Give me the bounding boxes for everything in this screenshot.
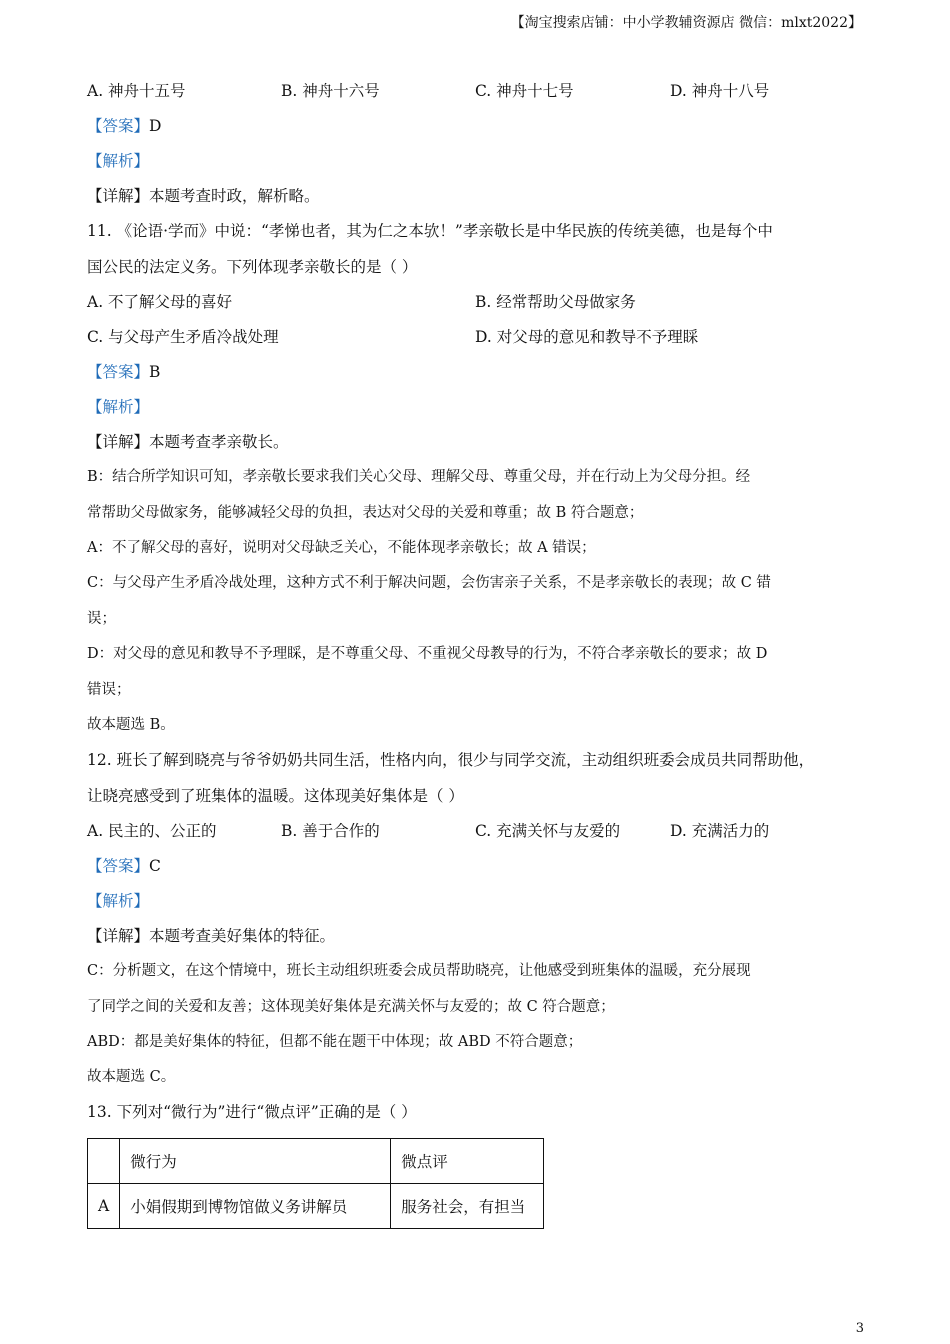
q11-explain-line: 错误； [87,682,131,698]
table-cell: 服务社会，有担当 [391,1184,544,1229]
q12-explain-line: ABD：都是美好集体的特征，但都不能在题干中体现；故 ABD 不符合题意； [87,1034,583,1050]
page-content [87,78,862,1229]
q12-answer [87,853,862,888]
q11-option-c: C. 与父母产生矛盾冷战处理 [87,328,279,346]
q12-stem-line1: 12. 班长了解到晓亮与爷爷奶奶共同生活，性格内向，很少与同学交流，主动组织班委会成员共同帮助他， [87,751,815,769]
q12-options [87,818,862,853]
q10-answer [87,113,862,148]
q10-option-b: B. 神舟十六号 [281,82,380,100]
answer-value: B [149,363,161,381]
analysis-tag: 【解析】 [87,892,150,910]
q11-explain-line: B：结合所学知识可知，孝亲敬长要求我们关心父母、理解父母、尊重父母，并在行动上为父母分担。经 [87,469,751,485]
q12-option-c: C. 充满关怀与友爱的 [475,822,621,840]
q10-option-d: D. 神舟十八号 [670,82,770,100]
q11-options-row1 [87,289,862,324]
detail-text: 本题考查美好集体的特征。 [149,927,336,945]
q12-explain-line: 故本题选 C。 [87,1069,176,1085]
q11-explain-line: D：对父母的意见和教导不予理睬，是不尊重父母、不重视父母教导的行为，不符合孝亲敬长的要求；故 D [87,646,768,662]
q13-table [87,1138,544,1229]
table-header-cell: 微点评 [391,1139,544,1184]
table-header-row [88,1139,544,1184]
detail-tag: 【详解】 [87,187,150,205]
q12-option-d: D. 充满活力的 [670,822,770,840]
q11-explain-line: 故本题选 B。 [87,717,175,733]
detail-text: 本题考查时政，解析略。 [149,187,320,205]
q12-detail [87,923,862,958]
q12-explain-line: 了同学之间的关爱和友善；这体现美好集体是充满关怀与友爱的；故 C 符合题意； [87,999,615,1015]
q12-option-b: B. 善于合作的 [281,822,380,840]
analysis-tag: 【解析】 [87,152,150,170]
table-header-cell [88,1139,120,1184]
detail-tag: 【详解】 [87,433,150,451]
table-header-cell: 微行为 [120,1139,391,1184]
q12-explain-line: C：分析题文，在这个情境中，班长主动组织班委会成员帮助晓亮，让他感受到班集体的温暖，充分展现 [87,963,751,979]
answer-tag: 【答案】 [87,363,150,381]
q11-analysis [87,394,862,429]
q13-stem: 13. 下列对“微行为”进行“微点评”正确的是（ ） [87,1103,417,1121]
answer-value: C [149,857,161,875]
q12-option-a: A. 民主的、公正的 [87,822,217,840]
answer-value: D [149,117,162,135]
q11-explain-line: C：与父母产生矛盾冷战处理，这种方式不利于解决问题，会伤害亲子关系，不是孝亲敬长的表现；故 C 错 [87,575,771,591]
q11-explain-line: A：不了解父母的喜好，说明对父母缺乏关心，不能体现孝亲敬长；故 A 错误； [87,540,596,556]
q11-stem-line2: 国公民的法定义务。下列体现孝亲敬长的是（ ） [87,258,418,276]
detail-tag: 【详解】 [87,927,150,945]
q11-option-d: D. 对父母的意见和教导不予理睬 [475,328,699,346]
q11-stem-line1: 11. 《论语·学而》中说：“孝悌也者，其为仁之本欤！”孝亲敬长是中华民族的传统美德，也是每个中 [87,222,773,240]
q10-options [87,78,862,113]
q10-option-c: C. 神舟十七号 [475,82,574,100]
table-cell: 小娟假期到博物馆做义务讲解员 [120,1184,391,1229]
table-row [88,1184,544,1229]
detail-text: 本题考查孝亲敬长。 [149,433,289,451]
q11-options-row2 [87,324,862,359]
page-header: 【淘宝搜索店铺：中小学教辅资源店 微信：mlxt2022】 [510,15,862,31]
q12-analysis [87,888,862,923]
q12-stem-line2: 让晓亮感受到了班集体的温暖。这体现美好集体是（ ） [87,787,464,805]
page-number: 3 [855,1321,864,1336]
analysis-tag: 【解析】 [87,398,150,416]
q11-explain-line: 常帮助父母做家务，能够减轻父母的负担，表达对父母的关爱和尊重；故 B 符合题意； [87,505,644,521]
q11-detail [87,429,862,464]
q11-answer [87,359,862,394]
q11-explain-line: 误； [87,611,116,627]
q10-option-a: A. 神舟十五号 [87,82,186,100]
table-cell: A [88,1184,120,1229]
q10-detail [87,183,862,218]
q11-option-b: B. 经常帮助父母做家务 [475,293,636,311]
q10-analysis [87,148,862,183]
answer-tag: 【答案】 [87,857,150,875]
q11-option-a: A. 不了解父母的喜好 [87,293,233,311]
answer-tag: 【答案】 [87,117,150,135]
